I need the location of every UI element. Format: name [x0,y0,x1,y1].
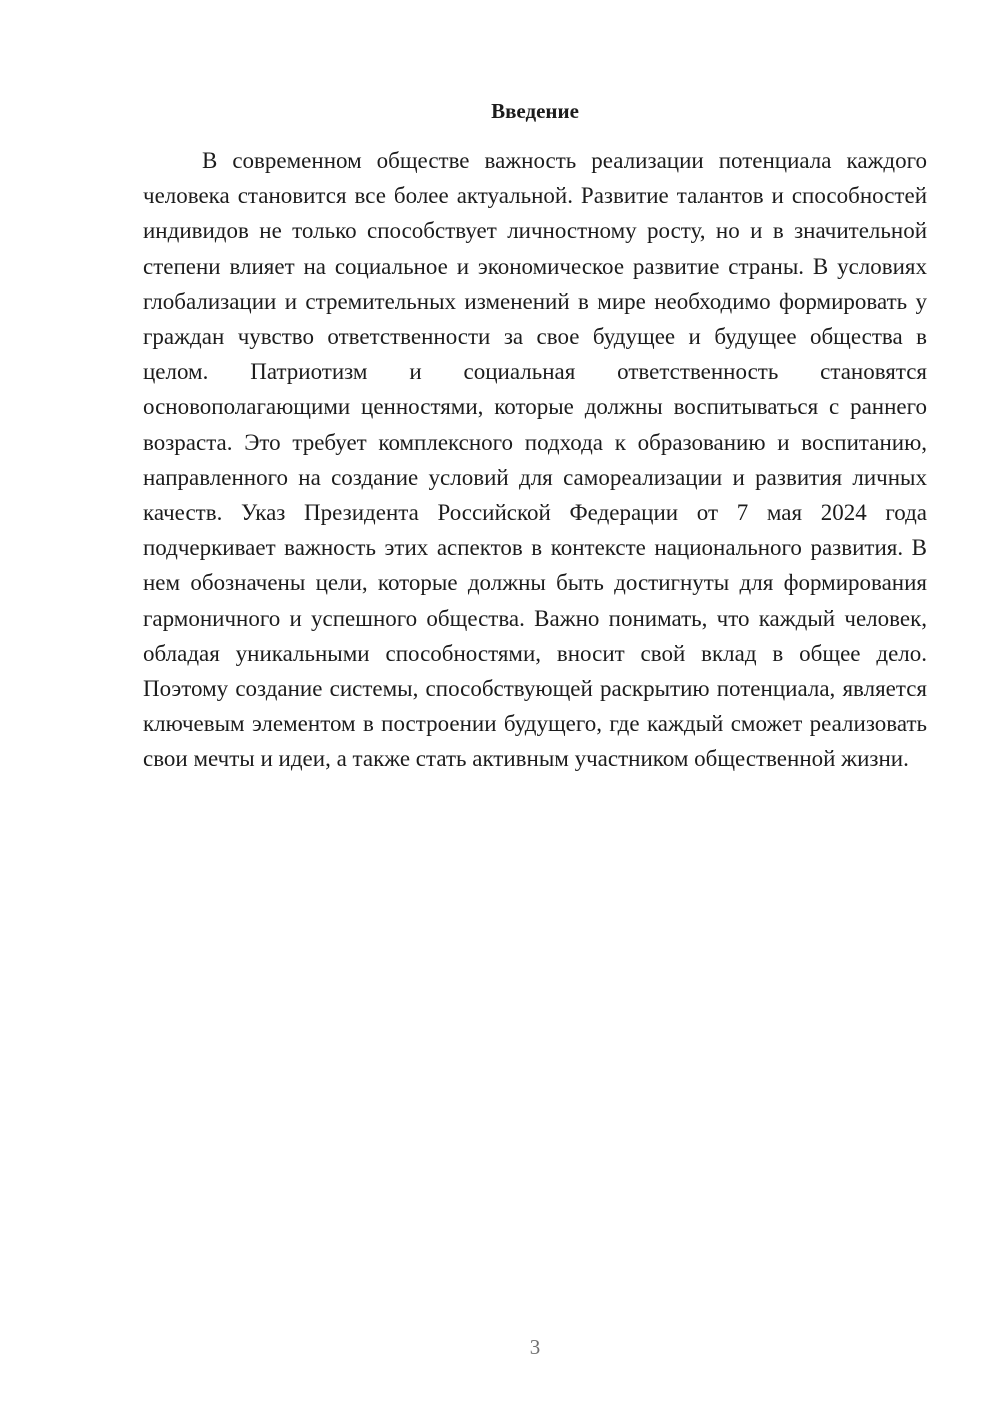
page-number: 3 [529,1335,541,1359]
body-paragraph: В современном обществе важность реализации потенциала каждого человека становится все более актуальной. Развитие талантов и способностей индивидов не только способствует личностному росту, но и в значительной степени влияет на социальное и экономическое развитие страны. В условиях глобализации и стремительных изменений в мире необходимо формировать у граждан чувство ответственности за свое будущее и будущее общества в целом. Патриотизм и социальная ответственность становятся основополагающими ценностями, которые должны воспитываться с раннего возраста. Это требует комплексного подхода к образованию и воспитанию, направленного на создание условий для самореализации и развития личных качеств. Указ Президента Российской Федерации от 7 мая 2024 года подчеркивает важность этих аспектов в контексте национального развития. В нем обозначены цели, которые должны быть достигнуты для формирования гармоничного и успешного общества. Важно понимать, что каждый человек, обладая уникальными способностями, вносит свой вклад в общее дело. Поэтому создание системы, способствующей раскрытию потенциала, является ключевым элементом в построении будущего, где каждый сможет реализовать свои мечты и идеи, а также стать активным участником общественной жизни. [143,148,927,772]
section-heading: Введение [491,99,579,123]
